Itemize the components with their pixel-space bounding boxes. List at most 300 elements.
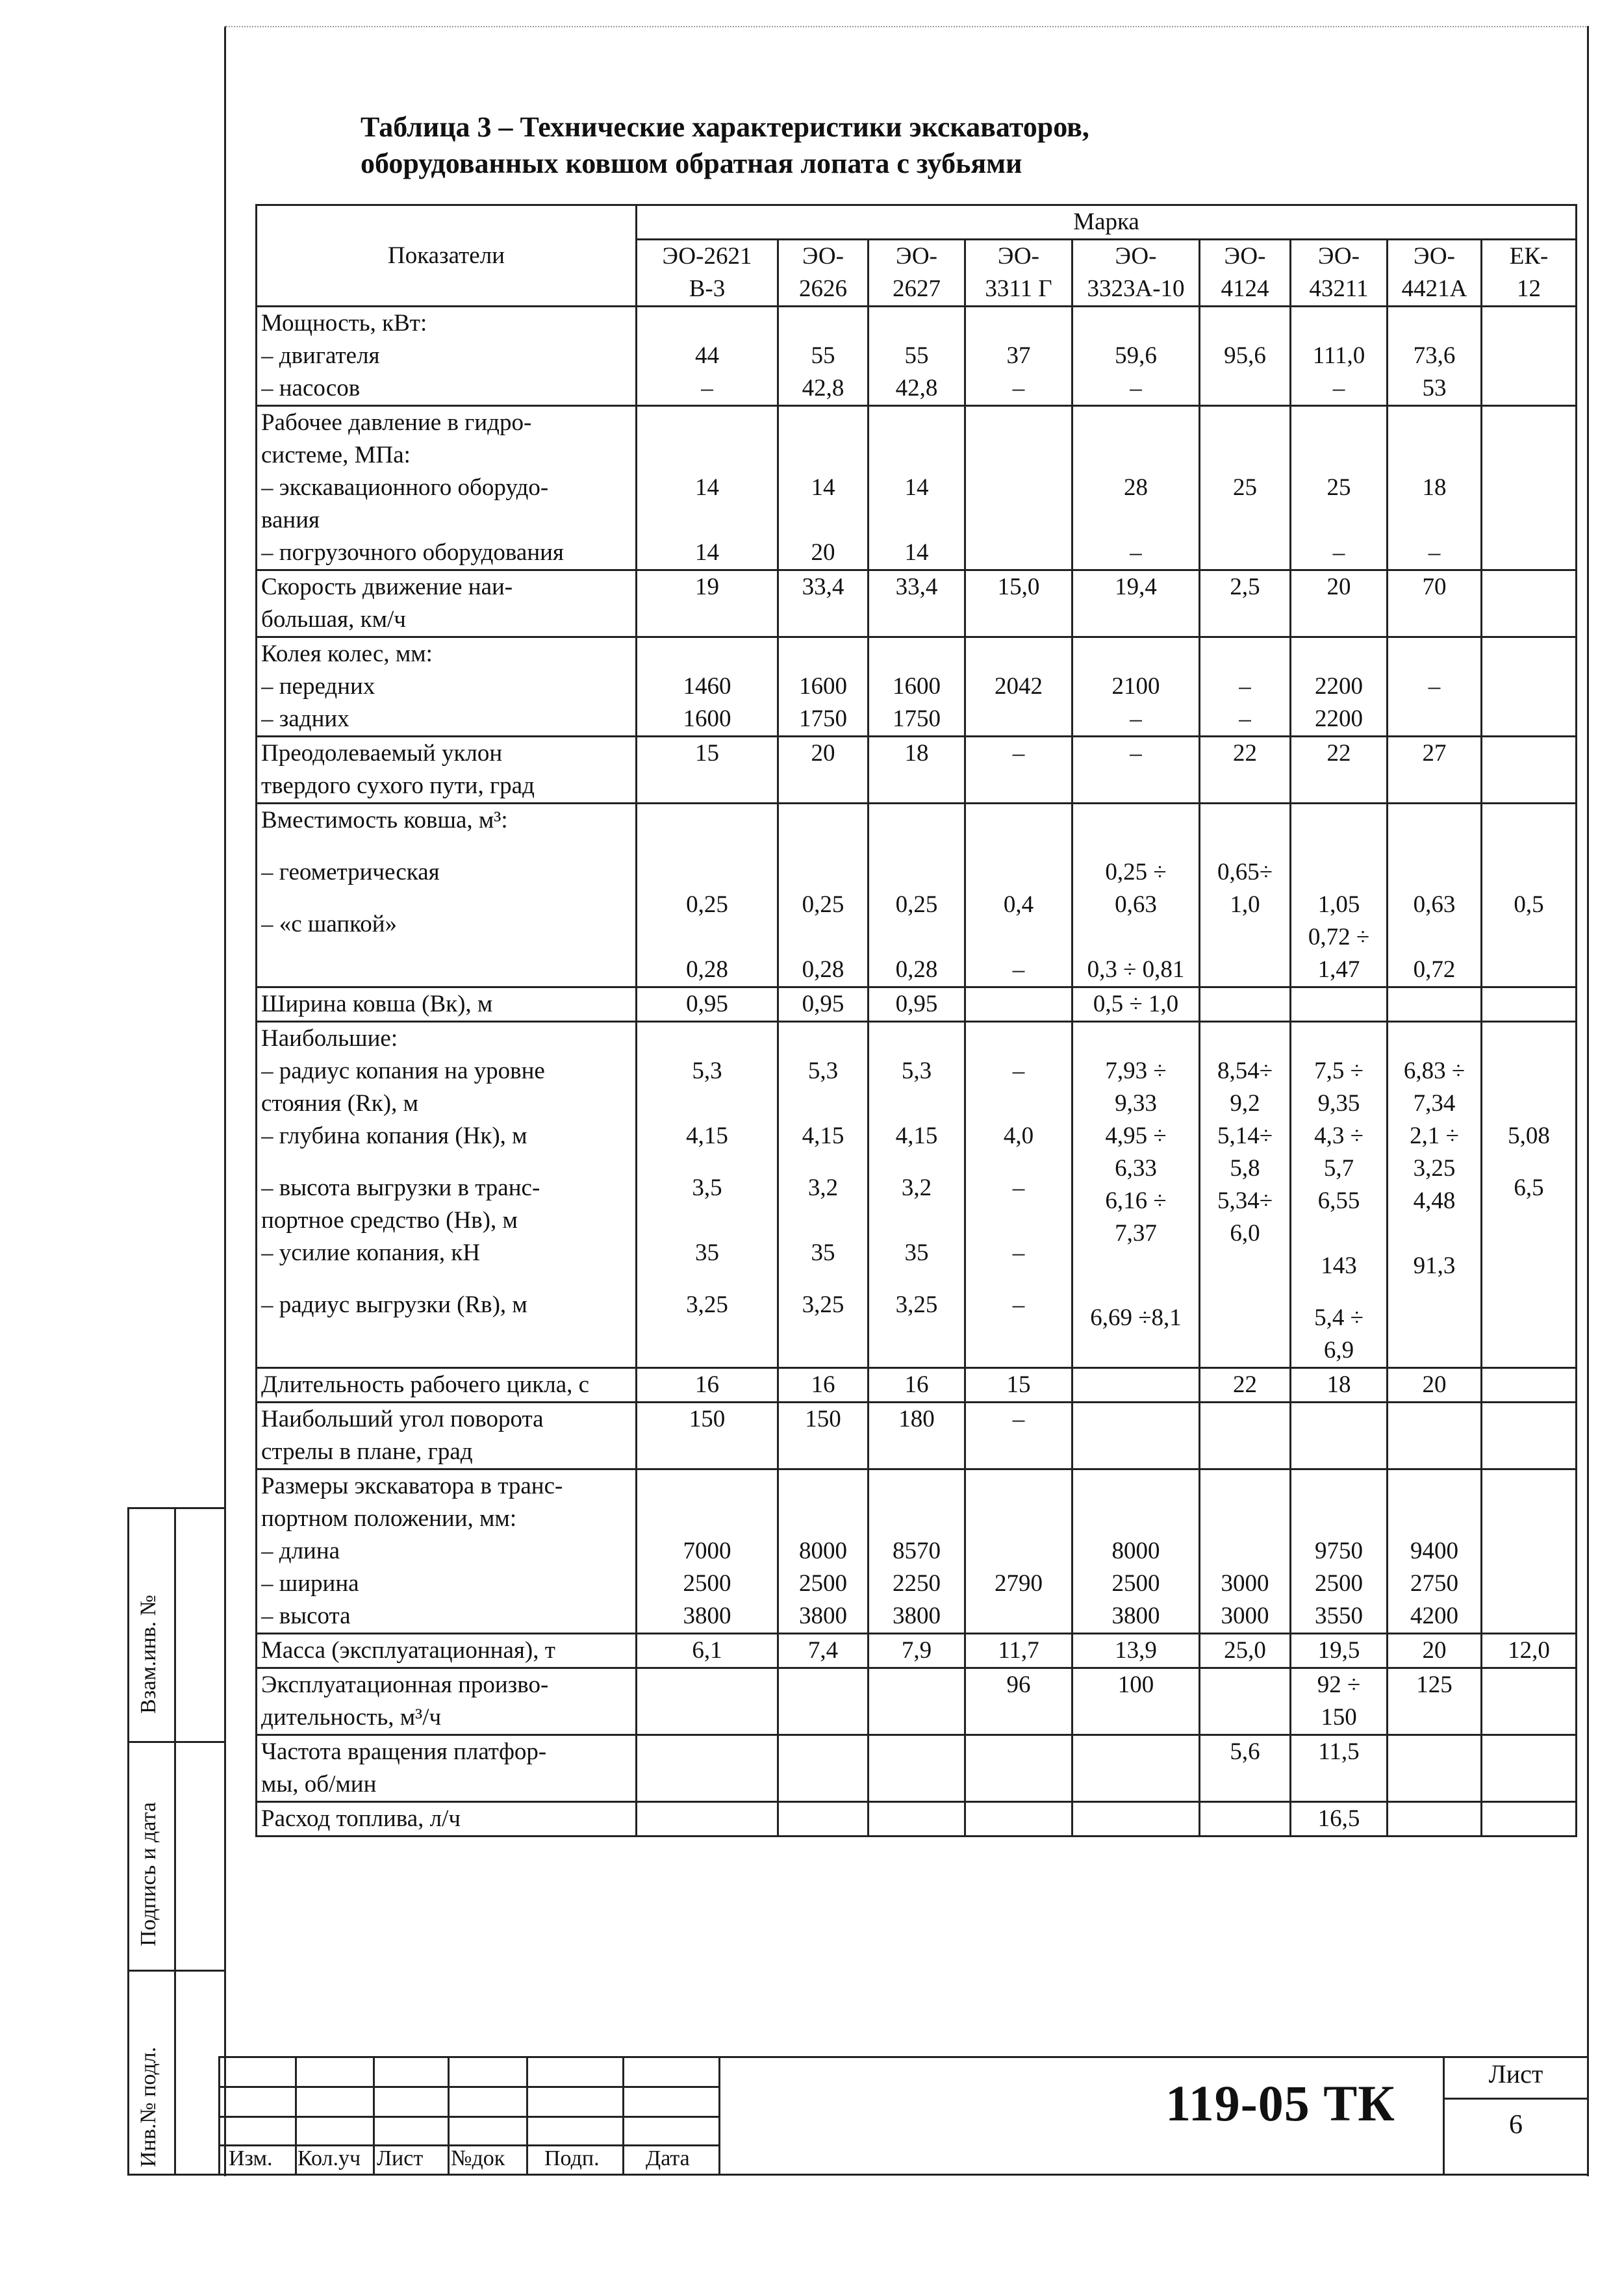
value-line: 7,37 bbox=[1115, 1220, 1157, 1247]
value-line bbox=[1388, 1217, 1480, 1250]
value-line bbox=[966, 804, 1071, 837]
value-line bbox=[966, 1321, 1071, 1341]
sheet-label: Лист bbox=[1488, 2059, 1543, 2089]
value-line bbox=[1291, 504, 1386, 537]
param-line: – глубина копания (Нк), м bbox=[261, 1123, 527, 1149]
value-cell bbox=[869, 987, 965, 1022]
value-line: 2790 bbox=[995, 1570, 1043, 1597]
param-line bbox=[261, 889, 635, 908]
value-line: 8570 bbox=[893, 1538, 941, 1564]
value-line: 22 bbox=[1233, 1371, 1257, 1398]
value-line: 0,95 bbox=[802, 991, 844, 1017]
value-cell bbox=[965, 804, 1072, 987]
value-cell bbox=[1388, 987, 1482, 1022]
value-line bbox=[1482, 988, 1575, 1021]
value-line: – bbox=[1130, 375, 1142, 401]
value-cell bbox=[778, 1634, 869, 1668]
value-line bbox=[1482, 1289, 1575, 1321]
value-line: 5,3 bbox=[807, 1058, 839, 1084]
model-header-cell bbox=[1200, 240, 1291, 307]
value-line: 7,9 bbox=[901, 1637, 932, 1664]
table-row-bucket-capacity bbox=[257, 804, 1577, 987]
value-line bbox=[1200, 638, 1289, 670]
value-line: 25 bbox=[1233, 474, 1257, 501]
value-line bbox=[869, 1669, 964, 1701]
value-cell bbox=[1482, 804, 1577, 987]
value-cell bbox=[778, 1735, 869, 1802]
value-line: 0,3 ÷ 0,81 bbox=[1087, 956, 1185, 983]
title-block-line bbox=[526, 2056, 528, 2176]
value-line bbox=[1388, 439, 1480, 472]
stamp-label-signature: Подп. bbox=[544, 2146, 600, 2170]
value-line: 20 bbox=[1422, 1371, 1447, 1398]
value-line: 7,93 ÷ bbox=[1105, 1058, 1167, 1084]
value-line bbox=[869, 1470, 964, 1503]
model-header-cell bbox=[1388, 240, 1482, 307]
value-line bbox=[966, 504, 1071, 537]
value-cell bbox=[1072, 307, 1200, 406]
value-line bbox=[1388, 921, 1480, 954]
value-cell bbox=[1291, 737, 1388, 804]
value-cell bbox=[637, 1634, 778, 1668]
value-line bbox=[869, 804, 964, 837]
value-line bbox=[637, 1803, 777, 1835]
page-frame-right bbox=[1587, 26, 1589, 2176]
value-line: 14 bbox=[695, 539, 719, 566]
value-line bbox=[1388, 638, 1480, 670]
value-line: 5,08 bbox=[1508, 1123, 1550, 1149]
value-cell bbox=[1291, 1368, 1388, 1403]
value-cell bbox=[1200, 1022, 1291, 1368]
value-line bbox=[966, 1803, 1071, 1835]
title-block-line bbox=[218, 2056, 1589, 2058]
stamp-label-date: Дата bbox=[646, 2146, 690, 2170]
title-line-2: оборудованных ковшом обратная лопата с зубьями bbox=[361, 147, 1022, 179]
value-line bbox=[869, 837, 964, 856]
value-line bbox=[1388, 804, 1480, 837]
value-cell bbox=[1072, 804, 1200, 987]
value-line: – bbox=[1428, 673, 1441, 700]
value-cell bbox=[1388, 1634, 1482, 1668]
value-line bbox=[1073, 307, 1199, 340]
value-line: 19 bbox=[695, 574, 719, 600]
value-cell bbox=[1482, 1368, 1577, 1403]
value-line: 2100 bbox=[1111, 673, 1160, 700]
value-line bbox=[1482, 1736, 1575, 1768]
value-cell bbox=[1200, 1403, 1291, 1469]
value-line bbox=[637, 1669, 777, 1701]
value-line bbox=[1388, 1470, 1480, 1503]
value-line bbox=[779, 1768, 867, 1801]
value-line: 6,69 ÷8,1 bbox=[1090, 1304, 1182, 1331]
param-line: – геометрическая bbox=[261, 859, 440, 885]
value-line bbox=[637, 1087, 777, 1120]
model-header-line: 4421А bbox=[1401, 275, 1467, 302]
model-header-cell bbox=[1291, 240, 1388, 307]
value-line bbox=[966, 638, 1071, 670]
value-line bbox=[966, 1436, 1071, 1468]
value-line: – bbox=[1130, 740, 1142, 767]
value-cell bbox=[1200, 737, 1291, 804]
value-cell bbox=[1388, 1403, 1482, 1469]
value-line: 3800 bbox=[799, 1603, 847, 1629]
value-line bbox=[869, 1803, 964, 1835]
value-cell bbox=[1482, 1469, 1577, 1634]
value-cell bbox=[965, 1634, 1072, 1668]
value-line: 0,28 bbox=[895, 956, 938, 983]
value-line: 180 bbox=[898, 1406, 935, 1432]
value-cell bbox=[869, 1022, 965, 1368]
side-label-replaced-inv: Взам.инв. № bbox=[136, 1594, 160, 1714]
value-line: 150 bbox=[689, 1406, 726, 1432]
value-line bbox=[637, 1436, 777, 1468]
value-line: 22 bbox=[1326, 740, 1351, 767]
value-line bbox=[966, 1736, 1071, 1768]
param-cell bbox=[257, 1634, 637, 1668]
value-line: 9,33 bbox=[1115, 1090, 1157, 1117]
value-line: 1460 bbox=[683, 673, 731, 700]
value-cell bbox=[1482, 1668, 1577, 1735]
value-line: 6,16 ÷ bbox=[1105, 1188, 1167, 1214]
value-cell bbox=[1291, 987, 1388, 1022]
value-line bbox=[966, 307, 1071, 340]
value-line: 16 bbox=[811, 1371, 835, 1398]
value-cell bbox=[1072, 1022, 1200, 1368]
value-line bbox=[637, 638, 777, 670]
value-line bbox=[779, 407, 867, 439]
value-line: 2500 bbox=[1315, 1570, 1363, 1597]
value-line bbox=[1388, 1503, 1480, 1535]
value-cell bbox=[965, 1668, 1072, 1735]
param-header: Показатели bbox=[257, 205, 637, 307]
value-line bbox=[1200, 1470, 1289, 1503]
value-line: 18 bbox=[1422, 474, 1447, 501]
title-block-line bbox=[218, 2116, 718, 2118]
value-line bbox=[1482, 703, 1575, 735]
value-cell bbox=[965, 987, 1072, 1022]
value-line: 3,2 bbox=[901, 1175, 932, 1201]
param-line: Мощность, кВт: bbox=[261, 310, 427, 337]
value-cell bbox=[1482, 1735, 1577, 1802]
value-line: 1600 bbox=[683, 705, 731, 732]
param-line: портное средство (Нв), м bbox=[261, 1207, 518, 1234]
value-line: 0,25 bbox=[895, 891, 938, 918]
value-line: 4,48 bbox=[1413, 1188, 1456, 1214]
value-cell bbox=[1072, 1802, 1200, 1837]
value-line: – bbox=[1012, 1239, 1025, 1266]
value-line bbox=[1200, 837, 1289, 856]
value-cell bbox=[869, 637, 965, 737]
model-header-cell bbox=[637, 240, 778, 307]
value-line: 35 bbox=[695, 1239, 719, 1266]
value-cell bbox=[1072, 570, 1200, 637]
value-line: 2750 bbox=[1410, 1570, 1458, 1597]
param-line: стрелы в плане, град bbox=[261, 1438, 473, 1465]
param-cell bbox=[257, 804, 637, 987]
value-line: 2500 bbox=[799, 1570, 847, 1597]
value-line: 0,4 bbox=[1003, 891, 1034, 918]
value-line bbox=[966, 1152, 1071, 1172]
value-line: 0,5 ÷ 1,0 bbox=[1093, 991, 1179, 1017]
value-line bbox=[637, 1321, 777, 1341]
table-row-speed bbox=[257, 570, 1577, 637]
value-line bbox=[1388, 1023, 1480, 1055]
value-line bbox=[1073, 1250, 1199, 1282]
table-row-slope bbox=[257, 737, 1577, 804]
param-line: мы, об/мин bbox=[261, 1771, 377, 1798]
value-cell bbox=[1072, 987, 1200, 1022]
value-line bbox=[637, 921, 777, 954]
value-line bbox=[1073, 439, 1199, 472]
value-line bbox=[1200, 1436, 1289, 1468]
table-row-mass bbox=[257, 1634, 1577, 1668]
value-line: 0,63 bbox=[1413, 891, 1456, 918]
side-stamp-line bbox=[127, 1507, 225, 1509]
value-line: 4,15 bbox=[802, 1123, 844, 1149]
value-line bbox=[869, 1436, 964, 1468]
value-cell bbox=[637, 406, 778, 570]
value-line: 100 bbox=[1117, 1672, 1154, 1698]
value-line: 7000 bbox=[683, 1538, 731, 1564]
value-line: 0,5 bbox=[1514, 891, 1544, 918]
value-line: 3800 bbox=[893, 1603, 941, 1629]
value-line: 0,72 bbox=[1413, 956, 1456, 983]
value-line bbox=[869, 638, 964, 670]
value-cell bbox=[869, 1668, 965, 1735]
value-line: 5,8 bbox=[1230, 1155, 1260, 1182]
value-cell bbox=[869, 1469, 965, 1634]
value-line bbox=[1073, 837, 1199, 856]
value-line bbox=[1482, 1152, 1575, 1172]
value-line: 20 bbox=[811, 539, 835, 566]
stamp-label-docnum: №док bbox=[451, 2146, 505, 2170]
value-line: 3550 bbox=[1315, 1603, 1363, 1629]
value-line: 8000 bbox=[1111, 1538, 1160, 1564]
param-cell bbox=[257, 637, 637, 737]
model-header-line: 43211 bbox=[1309, 275, 1369, 302]
value-line bbox=[869, 856, 964, 889]
table-row-rotation-angle bbox=[257, 1403, 1577, 1469]
value-line bbox=[1200, 307, 1289, 340]
value-cell bbox=[965, 1022, 1072, 1368]
value-line bbox=[1482, 804, 1575, 837]
value-line bbox=[779, 638, 867, 670]
table-row-transport-dims bbox=[257, 1469, 1577, 1634]
value-cell bbox=[1482, 1634, 1577, 1668]
model-header-cell bbox=[778, 240, 869, 307]
value-cell bbox=[1291, 804, 1388, 987]
value-line bbox=[637, 1768, 777, 1801]
param-cell bbox=[257, 1735, 637, 1802]
table-row-power bbox=[257, 307, 1577, 406]
value-line bbox=[637, 1269, 777, 1289]
side-stamp-line bbox=[127, 1970, 225, 1972]
value-cell bbox=[778, 637, 869, 737]
value-cell bbox=[1072, 637, 1200, 737]
value-line: 5,34÷ bbox=[1217, 1188, 1273, 1214]
value-line: 0,63 bbox=[1115, 891, 1157, 918]
value-line: 4,95 ÷ bbox=[1105, 1123, 1167, 1149]
value-cell bbox=[1072, 1668, 1200, 1735]
value-line bbox=[1291, 804, 1386, 837]
value-cell bbox=[1482, 1022, 1577, 1368]
value-cell bbox=[1291, 637, 1388, 737]
model-header-line: ЭО- bbox=[1318, 243, 1360, 270]
value-cell bbox=[869, 737, 965, 804]
value-line: 150 bbox=[805, 1406, 841, 1432]
value-line bbox=[1482, 1023, 1575, 1055]
title-block-line bbox=[718, 2056, 720, 2176]
value-cell bbox=[1291, 570, 1388, 637]
value-cell bbox=[1388, 1368, 1482, 1403]
value-line bbox=[1200, 954, 1289, 973]
value-line: – bbox=[1012, 375, 1025, 401]
param-cell bbox=[257, 1403, 637, 1469]
value-line bbox=[1482, 1768, 1575, 1801]
value-line bbox=[1482, 1321, 1575, 1341]
value-line bbox=[637, 1470, 777, 1503]
value-cell bbox=[965, 737, 1072, 804]
param-line: Вместимость ковша, м³: bbox=[261, 807, 508, 833]
value-line: 35 bbox=[904, 1239, 929, 1266]
value-cell bbox=[1200, 1668, 1291, 1735]
value-cell bbox=[778, 307, 869, 406]
value-line bbox=[779, 1321, 867, 1341]
value-line bbox=[1200, 1403, 1289, 1436]
param-line: Наибольшие: bbox=[261, 1025, 398, 1052]
value-line bbox=[966, 1204, 1071, 1237]
value-line: 150 bbox=[1321, 1704, 1357, 1731]
param-cell bbox=[257, 307, 637, 406]
value-line bbox=[1388, 1436, 1480, 1468]
value-line bbox=[1482, 1701, 1575, 1734]
value-line bbox=[1073, 921, 1199, 954]
param-line: – задних bbox=[261, 705, 349, 732]
value-cell bbox=[778, 570, 869, 637]
param-cell bbox=[257, 1668, 637, 1735]
value-line bbox=[1388, 504, 1480, 537]
value-line bbox=[1482, 1568, 1575, 1600]
value-line bbox=[1482, 954, 1575, 973]
value-cell bbox=[869, 570, 965, 637]
value-line: – bbox=[1332, 539, 1345, 566]
value-line bbox=[1291, 1023, 1386, 1055]
value-line bbox=[1482, 571, 1575, 604]
param-line: Частота вращения платфор- bbox=[261, 1738, 547, 1765]
value-line bbox=[1482, 921, 1575, 954]
value-line: 0,25 bbox=[686, 891, 728, 918]
value-line bbox=[1482, 1204, 1575, 1237]
model-header-line: ЭО- bbox=[896, 243, 937, 270]
value-line bbox=[1388, 1282, 1480, 1302]
value-line: 0,95 bbox=[895, 991, 938, 1017]
stamp-label-sheet: Лист bbox=[377, 2146, 424, 2170]
value-line: 2250 bbox=[893, 1570, 941, 1597]
value-line: 11,7 bbox=[998, 1637, 1039, 1664]
model-header-line: ЭО- bbox=[998, 243, 1039, 270]
value-line bbox=[1482, 856, 1575, 889]
value-cell bbox=[1388, 1735, 1482, 1802]
value-cell bbox=[778, 1668, 869, 1735]
value-line bbox=[779, 1470, 867, 1503]
value-line: 6,5 bbox=[1514, 1175, 1544, 1201]
value-cell bbox=[778, 1368, 869, 1403]
value-cell bbox=[637, 1022, 778, 1368]
value-line bbox=[1482, 407, 1575, 439]
model-header-line: ЭО-2621 bbox=[662, 243, 752, 270]
value-cell bbox=[637, 1668, 778, 1735]
value-cell bbox=[637, 570, 778, 637]
value-line bbox=[1482, 1087, 1575, 1120]
model-header-cell bbox=[1482, 240, 1577, 307]
param-line: Размеры экскаватора в транс- bbox=[261, 1473, 563, 1499]
value-line bbox=[637, 804, 777, 837]
value-cell bbox=[869, 406, 965, 570]
value-line bbox=[779, 1204, 867, 1237]
value-line bbox=[1200, 1803, 1289, 1835]
value-line: 1600 bbox=[799, 673, 847, 700]
value-line bbox=[1482, 1436, 1575, 1468]
value-line bbox=[869, 1269, 964, 1289]
value-line: 7,34 bbox=[1413, 1090, 1456, 1117]
value-line bbox=[1482, 1403, 1575, 1436]
value-line bbox=[1388, 1768, 1480, 1801]
group-header: Марка bbox=[637, 205, 1577, 240]
value-line bbox=[1388, 1403, 1480, 1436]
param-line bbox=[261, 837, 635, 856]
param-line: – радиус копания на уровне bbox=[261, 1058, 545, 1084]
value-line bbox=[1482, 372, 1575, 405]
param-line: – насосов bbox=[261, 375, 361, 401]
value-cell bbox=[637, 637, 778, 737]
value-line bbox=[1388, 1334, 1480, 1354]
value-line: 2,1 ÷ bbox=[1410, 1123, 1459, 1149]
value-line bbox=[1482, 472, 1575, 504]
value-line bbox=[966, 1768, 1071, 1801]
value-line: 7,4 bbox=[807, 1637, 839, 1664]
value-line bbox=[1291, 1217, 1386, 1250]
value-line bbox=[1200, 1302, 1289, 1334]
param-cell bbox=[257, 737, 637, 804]
value-line bbox=[779, 1023, 867, 1055]
value-line: 35 bbox=[811, 1239, 835, 1266]
value-cell bbox=[1072, 1469, 1200, 1634]
model-header-line: 12 bbox=[1517, 275, 1542, 302]
value-line: 6,9 bbox=[1323, 1337, 1354, 1364]
value-line: 3,25 bbox=[895, 1291, 938, 1318]
value-line: 111,0 bbox=[1312, 342, 1365, 369]
table-row-platform-rotation bbox=[257, 1735, 1577, 1802]
value-cell bbox=[1482, 737, 1577, 804]
value-line bbox=[779, 1269, 867, 1289]
value-line bbox=[1073, 638, 1199, 670]
value-line bbox=[1482, 1237, 1575, 1269]
value-line: 91,3 bbox=[1413, 1252, 1456, 1279]
value-line: 95,6 bbox=[1224, 342, 1266, 369]
value-line bbox=[1482, 1269, 1575, 1289]
value-cell bbox=[1072, 1634, 1200, 1668]
param-line: – погрузочного оборудования bbox=[261, 539, 564, 566]
value-line: – bbox=[1012, 1175, 1025, 1201]
value-line bbox=[779, 921, 867, 954]
value-line: 0,25 ÷ bbox=[1105, 859, 1167, 885]
value-cell bbox=[778, 1802, 869, 1837]
value-line: 8,54÷ bbox=[1217, 1058, 1273, 1084]
value-line: 33,4 bbox=[802, 574, 844, 600]
param-line: Колея колес, мм: bbox=[261, 641, 433, 667]
value-line bbox=[1200, 804, 1289, 837]
param-line: – усилие копания, кН bbox=[261, 1239, 481, 1266]
